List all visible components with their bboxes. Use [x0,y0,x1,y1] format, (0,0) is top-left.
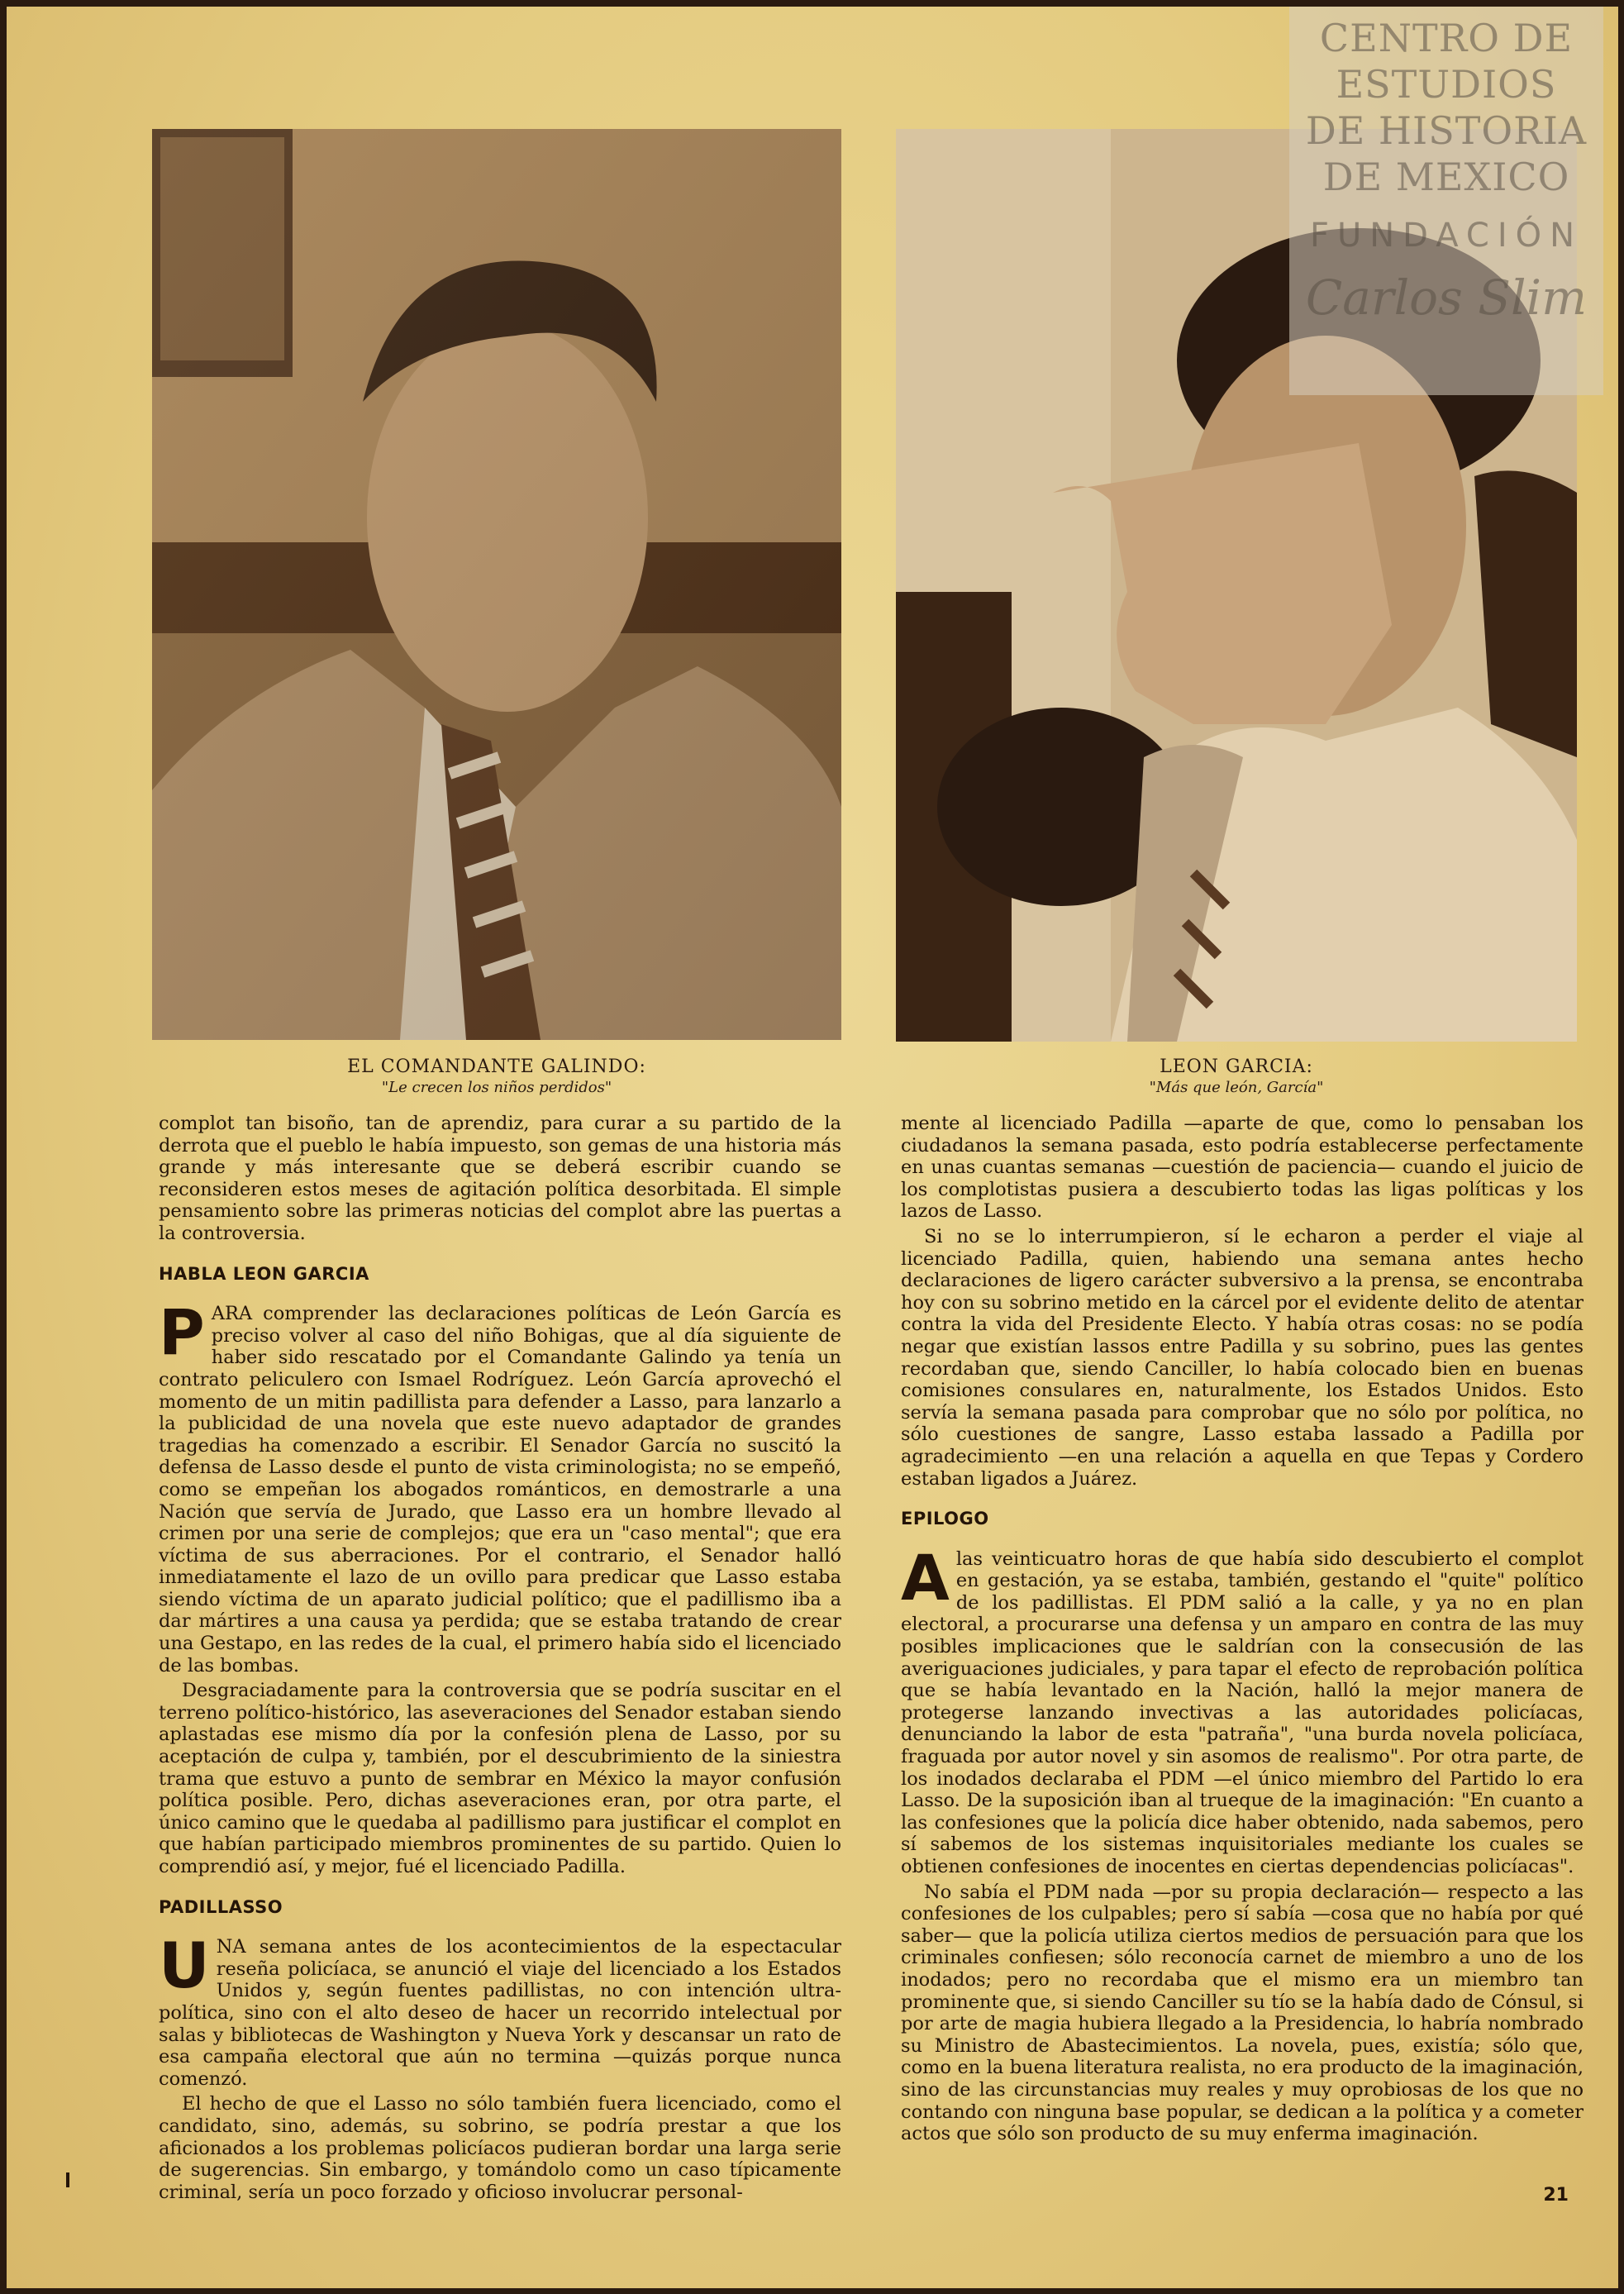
paragraph: El hecho de que el Lasso no sólo también fuera licenciado, como el candidato, sino, además, su sobrino, se podría prestar a que los aficionados a los problemas policíacos pudieran bordar una larga serie de sugerencias. Sin embargo, y tomándolo como un caso típicamente criminal, sería un poco forzado y oficioso involucrar personal- [159,2093,841,2203]
paragraph: complot tan bisoño, tan de aprendiz, para curar a su partido de la derrota que el pueblo le había impuesto, son gemas de una historia más grande y más interesante que se deberá escribir cuando se reconsideren estos meses de agitación política desorbitada. El simple pensamiento sobre las primeras noticias del complot abre las puertas a la controversia. [159,1113,841,1244]
watermark-line-3: DE HISTORIA [1305,108,1588,153]
paragraph-with-dropcap [901,1540,1584,1878]
paragraph: Si no se lo interrumpieron, sí le echaron a perder el viaje al licenciado Padilla, quien, habiendo una semana antes hecho declaraciones de ligero carácter subversivo a la prensa, se encontraba hoy con su sobrino metido en la cárcel por el evidente delito de atentar contra la vida del Presidente Electo. Y había otras cosas: no se podía negar que existían lassos entre Padilla y su sobrino, pues las gentes recordaban que, siendo Canciller, lo había colocado bien en buenas comisiones consulares en, naturalmente, los Estados Unidos. Esto servía la semana pasada para comprobar que no sólo por política, no sólo cuestiones de sangre, Lasso estaba lassado a Padilla por agradecimiento —en una relación a aquella en que Tepas y Cordero estaban ligados a Juárez. [901,1225,1584,1490]
section-heading-habla-leon-garcia: HABLA LEON GARCIA [159,1263,369,1284]
archive-watermark [1289,7,1603,395]
paragraph: No sabía el PDM nada —por su propia declaración— respecto a las confesiones de los culpables; pero sí sabía —cosa que no había por qué saber— que la policía utiliza ciertos medios de persuación para que los criminales confiesen; sólo reconocía carnet de miembro a uno de los inodados; pero no recordaba que el mismo era un miembro tan prominente que, si siendo Canciller su tío se la había dado de Cónsul, si por arte de magia hubiera llegado a la Presidencia, lo habría nombrado su Ministro de Abastecimientos. La novela, pues, existía; sólo que, como en la buena literatura realista, no era producto de la imaginación, sino de las circunstancias muy reales y muy oprobiosas de los que no contando con ninguna base popular, se dedican a la política y a cometer actos que sólo son producto de su muy enferma imaginación. [901,1881,1584,2145]
drop-cap: U [159,1929,210,2003]
drop-cap: P [159,1295,205,1370]
watermark-line-2: ESTUDIOS [1336,62,1557,107]
paragraph: Desgraciadamente para la controversia que se podría suscitar en el terreno político-histórico, las aseveraciones del Senador estaban siendo aplastadas ese mismo día por la confesión plena de Lasso, por su aceptación de culpa y, también, por el descubrimiento de la siniestra trama que estuvo a punto de sembrar en México la mayor confusión política posible. Pero, dichas aseveraciones eran, por otra parte, el único camino que le quedaba al padillismo para justificar el complot en que habían participado miembros prominentes de su partido. Quien lo comprendió así, y mejor, fué el licenciado Padilla. [159,1680,841,1877]
article-column-left [159,1113,841,2206]
caption-left-title: EL COMANDANTE GALINDO: [347,1056,646,1077]
paragraph-text: NA semana antes de los acontecimientos de la espectacular reseña policíaca, se anunció el viaje del licenciado a los Estados Unidos y, según fuentes padillistas, no con intención ultra-política, sino con el alto deseo de hacer un recorrido intelectual por salas y bibliotecas de Washington y Nueva York y descansar un rato de esa campaña electoral que aún no termina —quizás porque nunca comenzó. [159,1936,841,2090]
caption-left [152,1056,841,1096]
watermark-signature: Carlos Slim [1305,269,1588,326]
magazine-page [7,7,1618,2288]
paragraph-with-dropcap [159,1295,841,1676]
paragraph: mente al licenciado Padilla —aparte de que, como lo pensaban los ciudadanos la semana pasada, esto podría establecerse perfectamente en unas cuantas semanas —cuestión de paciencia— cuando el juicio de los complotistas pusiera a descubierto todas las ligas políticas y los lazos de Lasso. [901,1113,1584,1223]
article-column-right [901,1113,1584,2149]
caption-right-subtitle: "Más que león, García" [1149,1079,1324,1096]
paragraph-text: ARA comprender las declaraciones políticas de León García es preciso volver al caso del niño Bohigas, que al día siguiente de haber sido rescatado por el Comandante Galindo ya tenía un contrato peliculero con Ismael Rodríguez. León García aprovechó el momento de un mitin padillista para defender a Lasso, para lanzarlo a la publicidad de una novela que este nuevo adaptador de grandes tragedias ha comenzado a escribir. El Senador García no suscitó la defensa de Lasso desde el punto de vista criminologista; no se empeñó, como se empeñan los abogados románticos, en demostrarle a una Nación que servía de Jurado, que Lasso era un hombre llevado al crimen por una serie de complejos; que era un "caso mental"; que era víctima de sus aberraciones. Por el contrario, el Senador halló inmediatamente el lazo de un ovillo para predicar que Lasso estaba siendo víctima de un aparato judicial político; que el padillismo iba a dar mártires a una causa ya perdida; que se estaba tratando de crear una Gestapo, en las redes de la cual, el primero había sido el licenciado de las bombas. [159,1303,841,1676]
watermark-fundacion: FUNDACIÓN [1309,217,1584,255]
stray-ink-mark [66,2172,69,2187]
portrait-illustration-left [152,129,841,1040]
page-number: 21 [1543,2185,1569,2206]
photo-comandante-galindo [152,129,841,1040]
paragraph-with-dropcap [159,1929,841,2090]
watermark-line-1: CENTRO DE [1319,16,1574,60]
caption-right [896,1056,1577,1096]
caption-left-subtitle: "Le crecen los niños perdidos" [381,1079,612,1096]
caption-right-title: LEON GARCIA: [1160,1056,1313,1077]
drop-cap: A [901,1540,950,1614]
section-heading-padillasso: PADILLASSO [159,1896,283,1917]
paragraph-text: las veinticuatro horas de que había sido descubierto el complot en gestación, ya se estaba, también, gestando el "quite" político de los padillistas. El PDM salió a la calle, y ya no en plan electoral, a procurarse una defensa y un amparo en contra de las muy posibles implicaciones que le saldrían con la consecusión de las averiguaciones judiciales, y para tapar el efecto de reprobación política que se había levantado en la Nación, halló la mejor manera de protegerse lanzando invectivas a las autoridades policíacas, denunciando la labor de esta "patraña", "una burda novela policíaca, fraguada por autor novel y sin asomos de realismo". Por otra parte, de los inodados declaraba el PDM —el único miembro del Partido lo era Lasso. De la suposición iban al trueque de la imaginación: "En cuanto a las confesiones que la policía dice haber obtenido, nada sabemos, pero sí sabemos de los sistemas inquisitoriales mediante los cuales se obtienen confesiones de inocentes en ciertas dependencias policíacas". [901,1548,1584,1877]
section-heading-epilogo: EPILOGO [901,1509,989,1529]
watermark-line-4: DE MEXICO [1322,155,1570,199]
